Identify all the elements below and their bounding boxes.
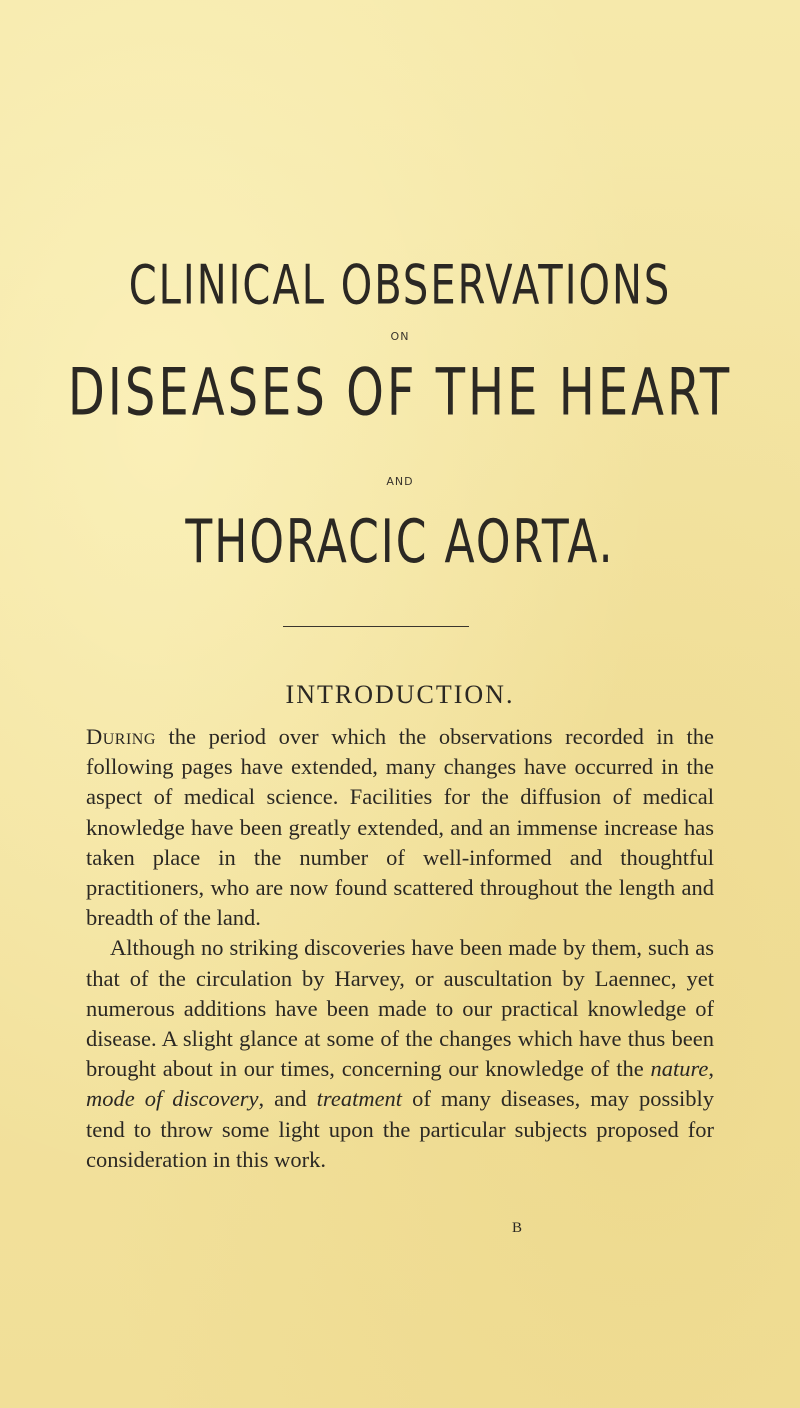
paragraph-2-italic-treatment: treatment — [316, 1086, 403, 1112]
paragraph-1 — [86, 722, 714, 933]
paragraph-2 — [86, 933, 714, 1175]
paragraph-2-italic-mode-of-discovery: mode of discovery — [86, 1086, 259, 1112]
body-text — [86, 722, 714, 1175]
paragraph-2-sep-1: , — [708, 1056, 714, 1082]
title-divider-rule — [283, 626, 469, 627]
paragraph-2-sep-2: , and — [258, 1086, 317, 1112]
paragraph-1-text: the period over which the observations recorded in the following pages have extended, many changes have occurred in the aspect of medical science. Facilities for the diffusion of medical knowledge have been greatly extended, and an immense increase has taken place in the number of well-informed and thoughtful practitioners, who are now found scattered throughout the length and breadth of the land. — [86, 724, 714, 931]
title-connector-and: AND — [386, 475, 414, 488]
title-line-clinical-observations: CLINICAL OBSERVATIONS — [128, 255, 672, 318]
title-connector-on: ON — [390, 330, 410, 343]
paragraph-2-text-b: of many diseases, may possibly tend to throw some light upon the particular subjects proposed for consideration in this work. — [86, 1086, 714, 1172]
title-line-thoracic-aorta: THORACIC AORTA. — [185, 508, 615, 577]
signature-mark: B — [512, 1220, 523, 1236]
paragraph-2-text-a: Although no striking discoveries have been made by them, such as that of the circulation by Harvey, or auscultation by Laennec, yet numerous additions have been made to our practical knowledge of disease. A slight glance at some of the changes which have thus been brought about in our times, concerning our knowledge of the — [86, 935, 714, 1082]
paragraph-1-opening-word: During — [86, 724, 156, 749]
paragraph-2-italic-nature: nature — [650, 1056, 709, 1082]
title-line-diseases-of-the-heart: DISEASES OF THE HEART — [67, 355, 733, 431]
section-heading-introduction: INTRODUCTION. — [285, 680, 515, 709]
